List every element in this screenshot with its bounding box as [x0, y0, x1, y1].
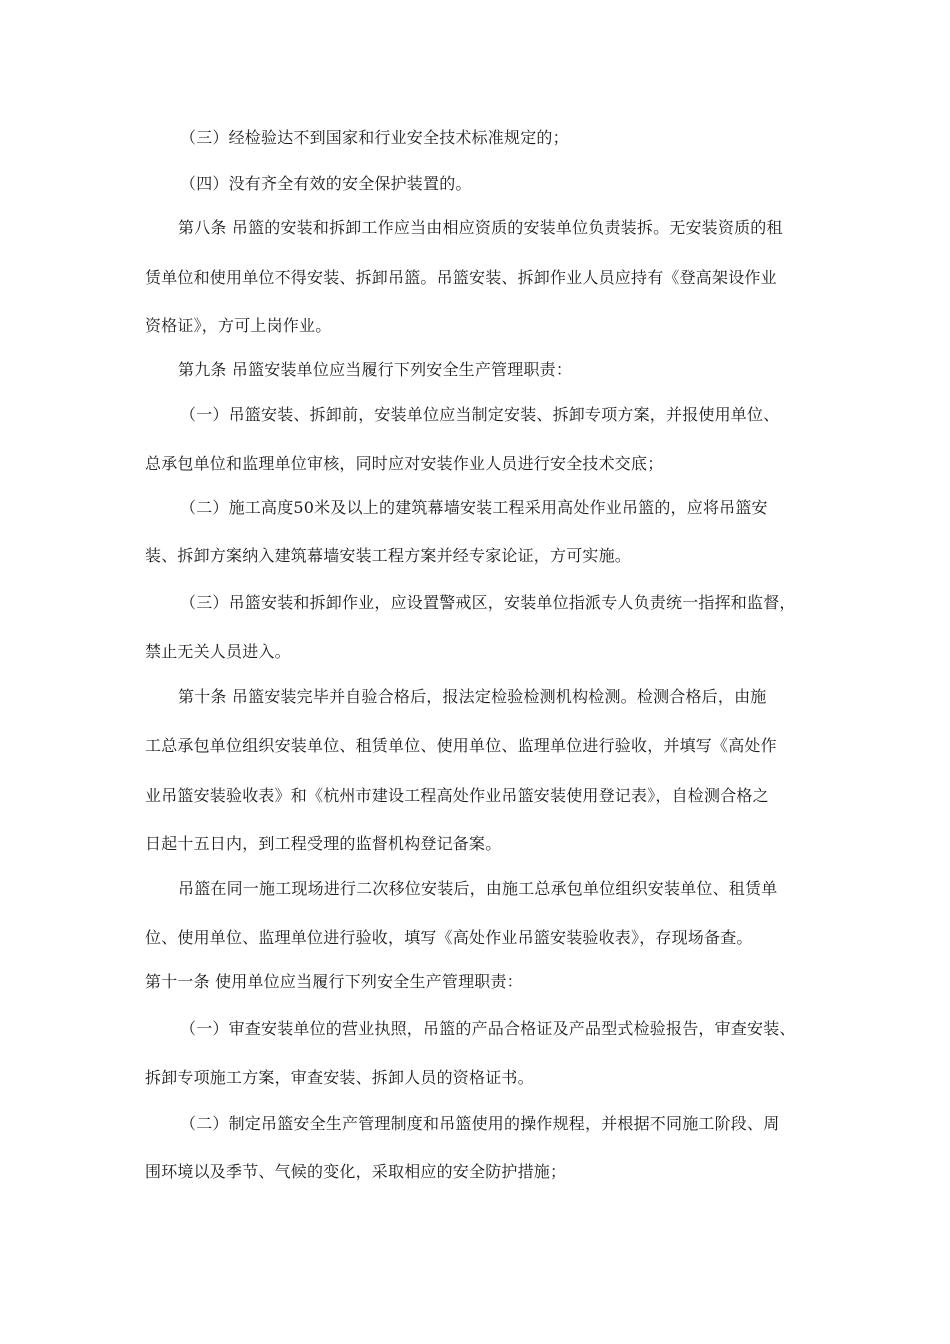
text-line: 第十一条 使用单位应当履行下列安全生产管理职责：: [145, 972, 523, 991]
text-line: （一）吊篮安装、拆卸前，安装单位应当制定安装、拆卸专项方案，并报使用单位、: [180, 405, 780, 424]
text-line: 第九条 吊篮安装单位应当履行下列安全生产管理职责：: [178, 360, 573, 379]
text-line: 总承包单位和监理单位审核，同时应对安装作业人员进行安全技术交底；: [145, 454, 664, 473]
text-line: 工总承包单位组织安装单位、租赁单位、使用单位、监理单位进行验收，并填写《高处作: [145, 736, 777, 755]
text-line: 业吊篮安装验收表》和《杭州市建设工程高处作业吊篮安装使用登记表》，自检测合格之: [145, 786, 769, 805]
text-line: 禁止无关人员进入。: [145, 642, 291, 661]
text-line: （二）制定吊篮安全生产管理制度和吊篮使用的操作规程，并根据不同施工阶段、周: [180, 1114, 780, 1133]
text-line: 资格证》，方可上岗作业。: [145, 316, 332, 335]
text-line: 赁单位和使用单位不得安装、拆卸吊篮。吊篮安装、拆卸作业人员应持有《登高架设作业: [145, 268, 777, 287]
text-line: （一）审查安装单位的营业执照，吊篮的产品合格证及产品型式检验报告，审查安装、: [180, 1019, 796, 1038]
text-line: （四）没有齐全有效的安全保护装置的。: [180, 174, 472, 193]
text-line: （三）吊篮安装和拆卸作业，应设置警戒区，安装单位指派专人负责统一指挥和监督，: [180, 593, 796, 612]
text-line: 位、使用单位、监理单位进行验收，填写《高处作业吊篮安装验收表》，存现场备查。: [145, 928, 753, 947]
text-line: 围环境以及季节、气候的变化，采取相应的安全防护措施；: [145, 1162, 567, 1181]
text-line: 第十条 吊篮安装完毕并自验合格后，报法定检验检测机构检测。检测合格后，由施: [178, 687, 767, 706]
text-line: 拆卸专项施工方案，审查安装、拆卸人员的资格证书。: [145, 1068, 534, 1087]
text-line: （三）经检验达不到国家和行业安全技术标准规定的；: [180, 128, 569, 147]
text-line: 吊篮在同一施工现场进行二次移位安装后，由施工总承包单位组织安装单位、租赁单: [178, 879, 778, 898]
text-line: 第八条 吊篮的安装和拆卸工作应当由相应资质的安装单位负责装拆。无安装资质的租: [178, 218, 783, 237]
text-line: 日起十五日内，到工程受理的监督机构登记备案。: [145, 834, 502, 853]
text-line: （二）施工高度50米及以上的建筑幕墙安装工程采用高处作业吊篮的，应将吊篮安: [180, 498, 768, 517]
text-line: 装、拆卸方案纳入建筑幕墙安装工程方案并经专家论证，方可实施。: [145, 546, 632, 565]
